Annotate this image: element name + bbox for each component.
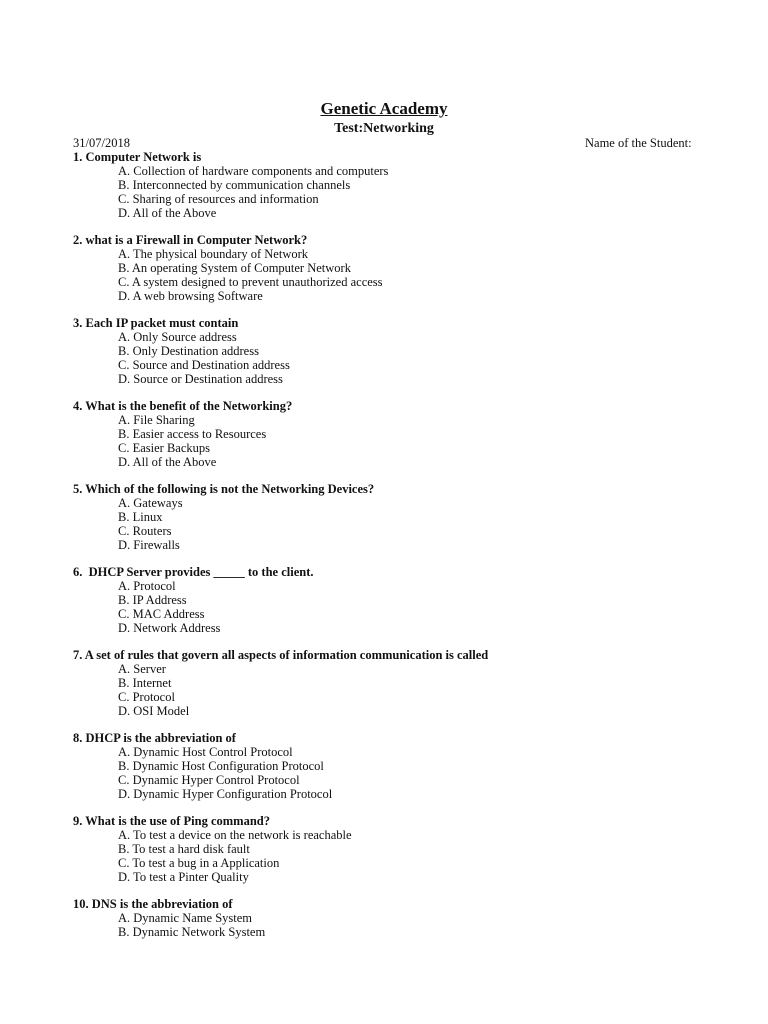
answer-option: A. Dynamic Name System bbox=[118, 911, 253, 925]
answer-option: A. Gateways bbox=[118, 496, 183, 510]
answer-option: A. Only Source address bbox=[118, 330, 237, 344]
answer-option: C. A system designed to prevent unauthorized access bbox=[118, 275, 383, 289]
student-name-label: Name of the Student: bbox=[585, 136, 692, 150]
answer-option: D. All of the Above bbox=[118, 455, 217, 469]
answer-option: A. Collection of hardware components and computers bbox=[118, 164, 389, 178]
answer-option: C. Dynamic Hyper Control Protocol bbox=[118, 773, 300, 787]
answer-option: D. Source or Destination address bbox=[118, 372, 283, 386]
answer-option: B. IP Address bbox=[118, 593, 187, 607]
question-text: 2. what is a Firewall in Computer Network? bbox=[73, 233, 308, 247]
answer-option: D. Dynamic Hyper Configuration Protocol bbox=[118, 787, 333, 801]
answer-option: B. Internet bbox=[118, 676, 172, 690]
answer-option: C. Sharing of resources and information bbox=[118, 192, 319, 206]
question-block bbox=[73, 399, 713, 469]
question-block bbox=[73, 731, 713, 801]
answer-option: B. Only Destination address bbox=[118, 344, 259, 358]
question-block bbox=[73, 897, 713, 939]
question-block bbox=[73, 482, 713, 552]
answer-option: D. OSI Model bbox=[118, 704, 190, 718]
question-text: 6. DHCP Server provides _____ to the client. bbox=[73, 565, 314, 579]
question-block bbox=[73, 150, 713, 220]
question-text: 7. A set of rules that govern all aspects of information communication is called bbox=[73, 648, 489, 662]
answer-option: A. File Sharing bbox=[118, 413, 195, 427]
question-text: 1. Computer Network is bbox=[73, 150, 202, 164]
question-block bbox=[73, 316, 713, 386]
answer-option: A. Server bbox=[118, 662, 166, 676]
answer-option: D. Firewalls bbox=[118, 538, 180, 552]
test-date: 31/07/2018 bbox=[73, 136, 130, 150]
answer-option: D. A web browsing Software bbox=[118, 289, 263, 303]
question-text: 10. DNS is the abbreviation of bbox=[73, 897, 233, 911]
answer-option: B. Interconnected by communication channels bbox=[118, 178, 351, 192]
question-text: 3. Each IP packet must contain bbox=[73, 316, 239, 330]
answer-option: B. Linux bbox=[118, 510, 163, 524]
answer-option: C. To test a bug in a Application bbox=[118, 856, 280, 870]
answer-option: D. To test a Pinter Quality bbox=[118, 870, 249, 884]
question-text: 9. What is the use of Ping command? bbox=[73, 814, 271, 828]
answer-option: C. MAC Address bbox=[118, 607, 205, 621]
question-text: 8. DHCP is the abbreviation of bbox=[73, 731, 236, 745]
question-block bbox=[73, 648, 713, 718]
question-text: 5. Which of the following is not the Networking Devices? bbox=[73, 482, 375, 496]
question-block bbox=[73, 233, 713, 303]
answer-option: A. The physical boundary of Network bbox=[118, 247, 309, 261]
question-block bbox=[73, 814, 713, 884]
page-title: Genetic Academy bbox=[320, 99, 448, 118]
answer-option: B. To test a hard disk fault bbox=[118, 842, 250, 856]
answer-option: B. Dynamic Network System bbox=[118, 925, 266, 939]
answer-option: D. All of the Above bbox=[118, 206, 217, 220]
answer-option: D. Network Address bbox=[118, 621, 221, 635]
answer-option: A. Protocol bbox=[118, 579, 176, 593]
answer-option: A. Dynamic Host Control Protocol bbox=[118, 745, 293, 759]
answer-option: B. Dynamic Host Configuration Protocol bbox=[118, 759, 324, 773]
answer-option: C. Protocol bbox=[118, 690, 175, 704]
answer-option: A. To test a device on the network is reachable bbox=[118, 828, 352, 842]
test-subtitle: Test:Networking bbox=[334, 121, 434, 136]
question-list bbox=[73, 150, 713, 952]
question-text: 4. What is the benefit of the Networking? bbox=[73, 399, 293, 413]
answer-option: B. Easier access to Resources bbox=[118, 427, 267, 441]
answer-option: C. Source and Destination address bbox=[118, 358, 290, 372]
answer-option: C. Routers bbox=[118, 524, 172, 538]
answer-option: B. An operating System of Computer Network bbox=[118, 261, 351, 275]
answer-option: C. Easier Backups bbox=[118, 441, 210, 455]
question-block bbox=[73, 565, 713, 635]
